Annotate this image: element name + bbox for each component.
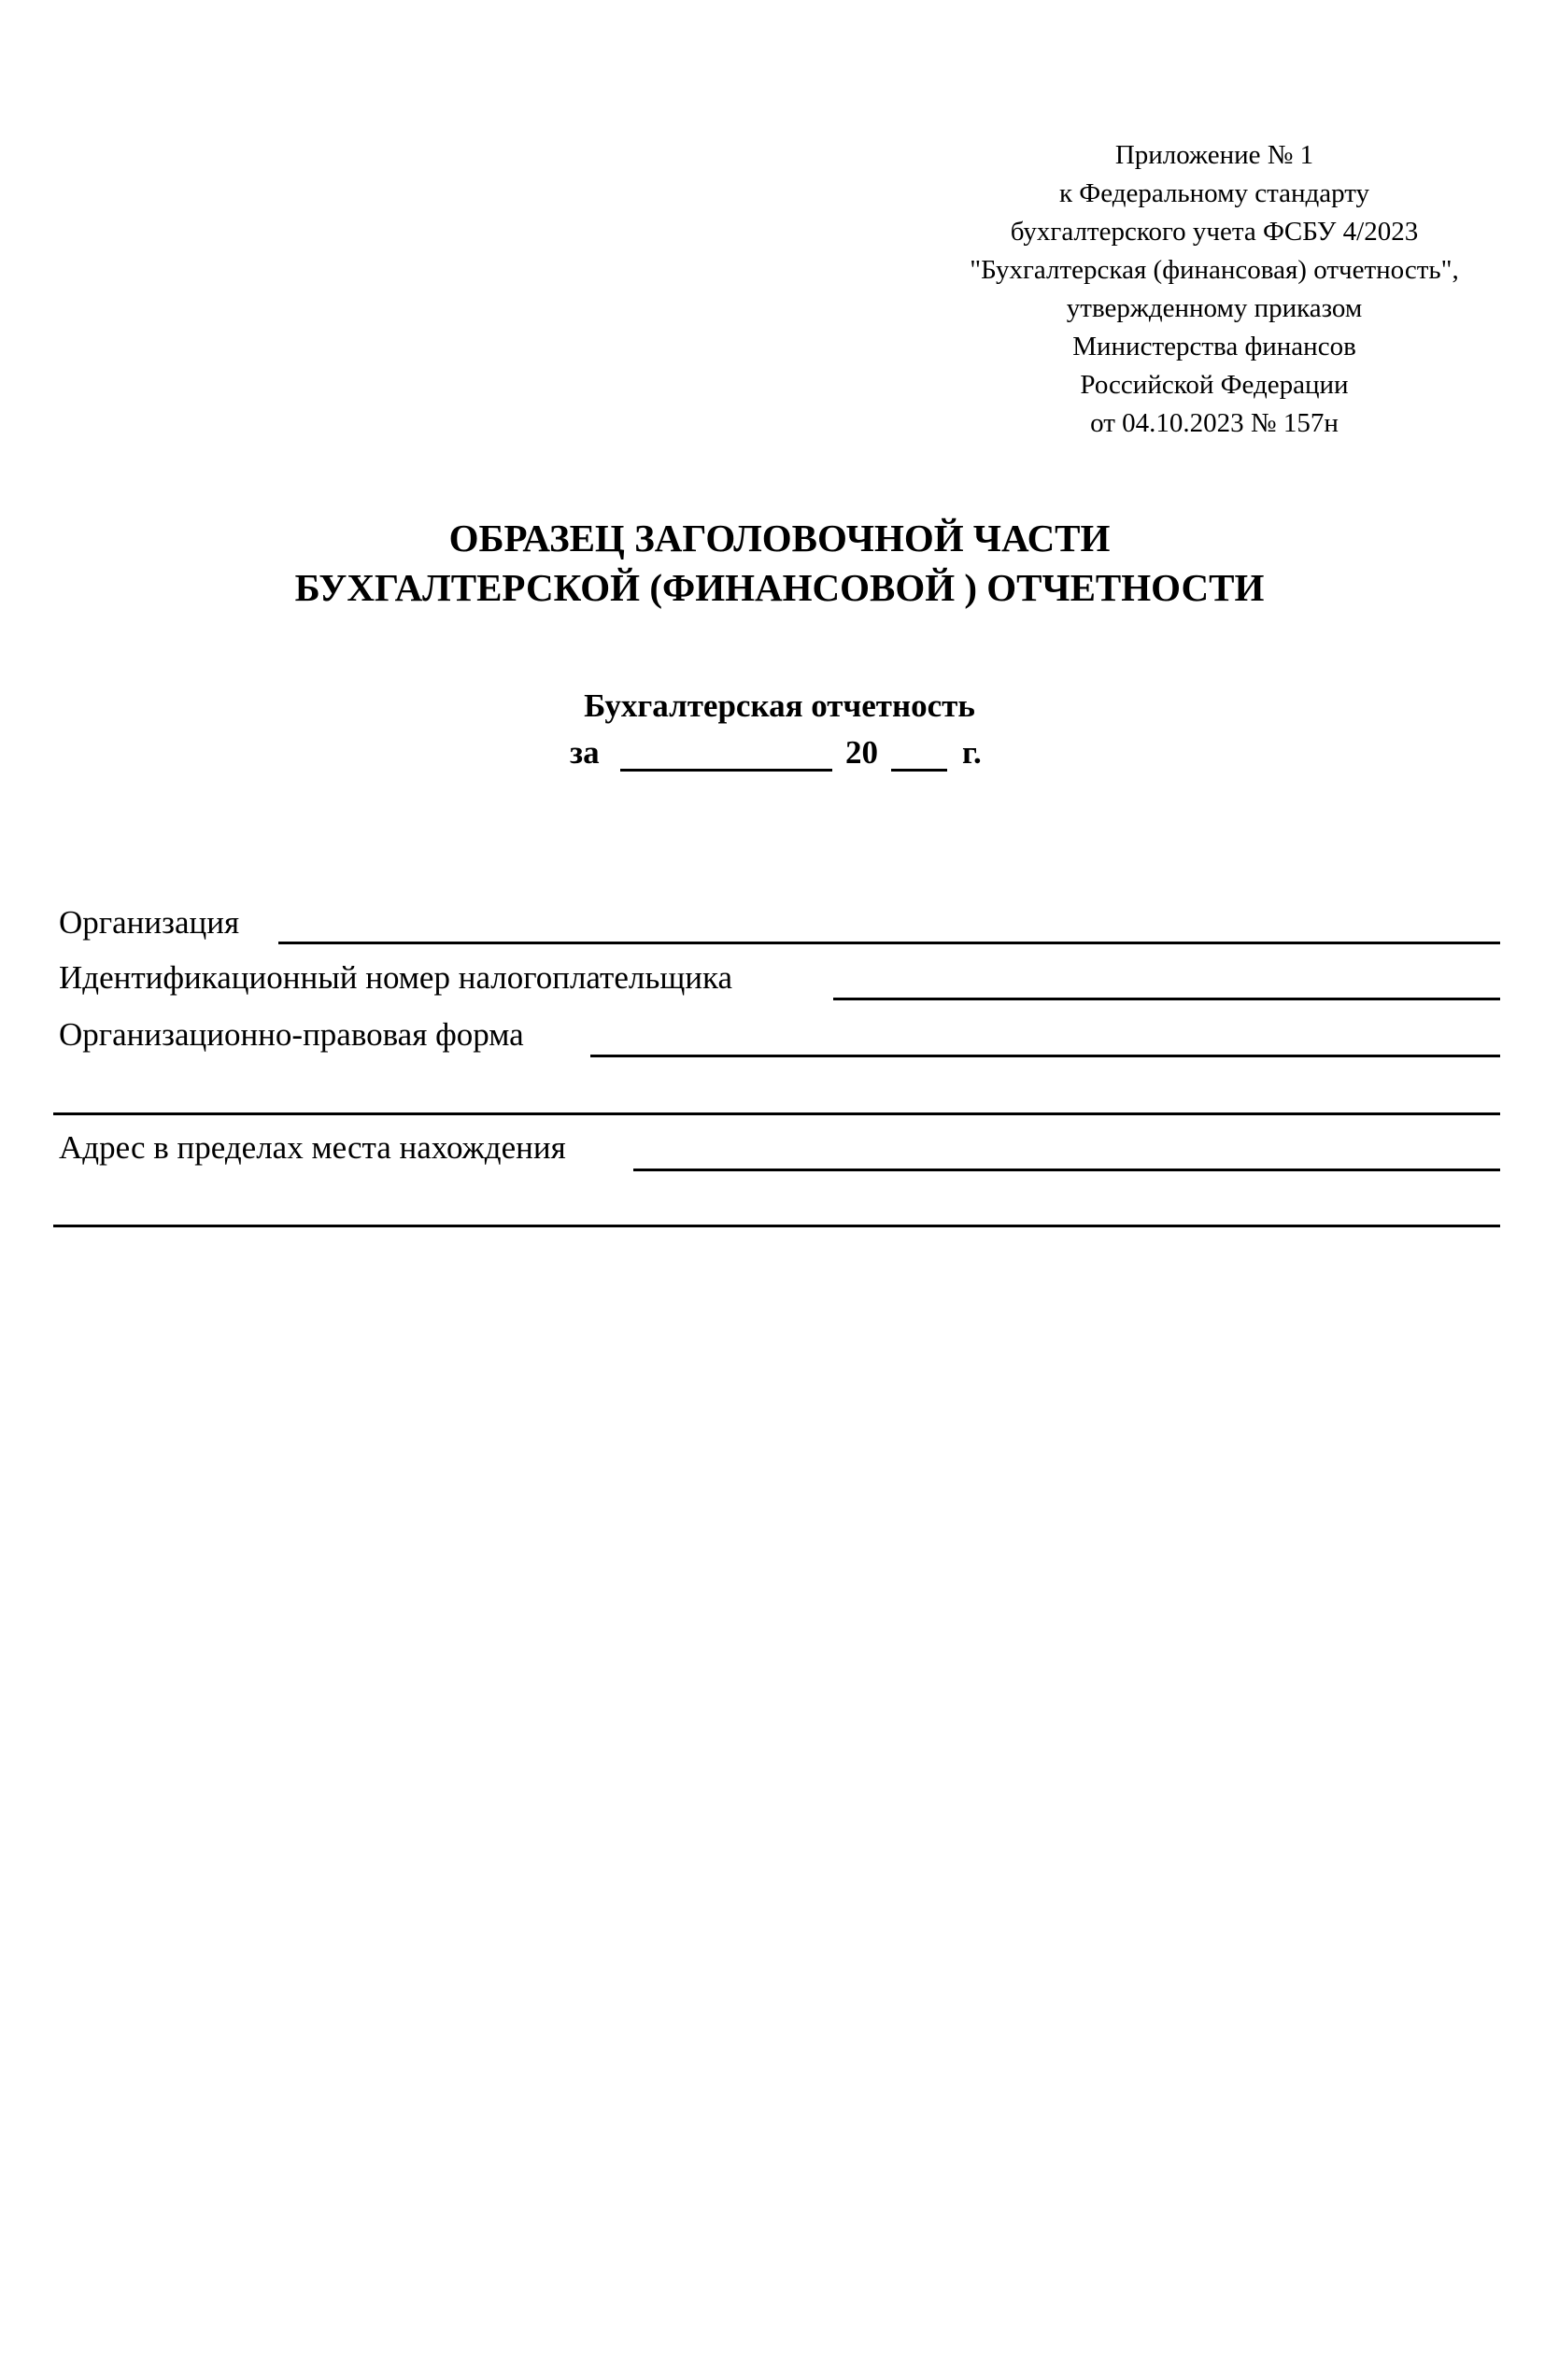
period-for-label: за [570,734,600,771]
year-suffix: г. [962,734,982,771]
year-blank[interactable] [891,769,947,772]
legal-form-field[interactable] [590,1055,1500,1057]
report-heading: Бухгалтерская отчетность [584,687,975,724]
appendix-line: "Бухгалтерская (финансовая) отчетность", [970,255,1459,285]
organization-field[interactable] [278,942,1500,944]
appendix-line: к Федеральному стандарту [1058,178,1370,208]
inn-field[interactable] [833,998,1500,1000]
appendix-line: Российской Федерации [1080,370,1349,400]
address-label: Адрес в пределах места нахождения [59,1129,566,1166]
appendix-line: Приложение № 1 [1114,140,1314,170]
document-title-line-2: БУХГАЛТЕРСКОЙ (ФИНАНСОВОЙ ) ОТЧЕТНОСТИ [294,566,1265,609]
appendix-line: утвержденному приказом [1066,293,1363,323]
address-field[interactable] [633,1169,1500,1171]
organization-label: Организация [59,904,240,941]
period-blank[interactable] [620,769,832,772]
appendix-line: бухгалтерского учета ФСБУ 4/2023 [1010,217,1419,247]
appendix-line: Министерства финансов [1072,332,1356,361]
appendix-line: от 04.10.2023 № 157н [1090,408,1339,438]
legal-form-field-continuation[interactable] [53,1112,1500,1115]
appendix-reference [925,136,1504,443]
year-prefix: 20 [845,734,878,771]
address-field-continuation[interactable] [53,1225,1500,1227]
legal-form-label: Организационно-правовая форма [59,1016,524,1053]
inn-label: Идентификационный номер налогоплательщика [59,959,733,996]
document-title-line-1: ОБРАЗЕЦ ЗАГОЛОВОЧНОЙ ЧАСТИ [448,517,1111,560]
